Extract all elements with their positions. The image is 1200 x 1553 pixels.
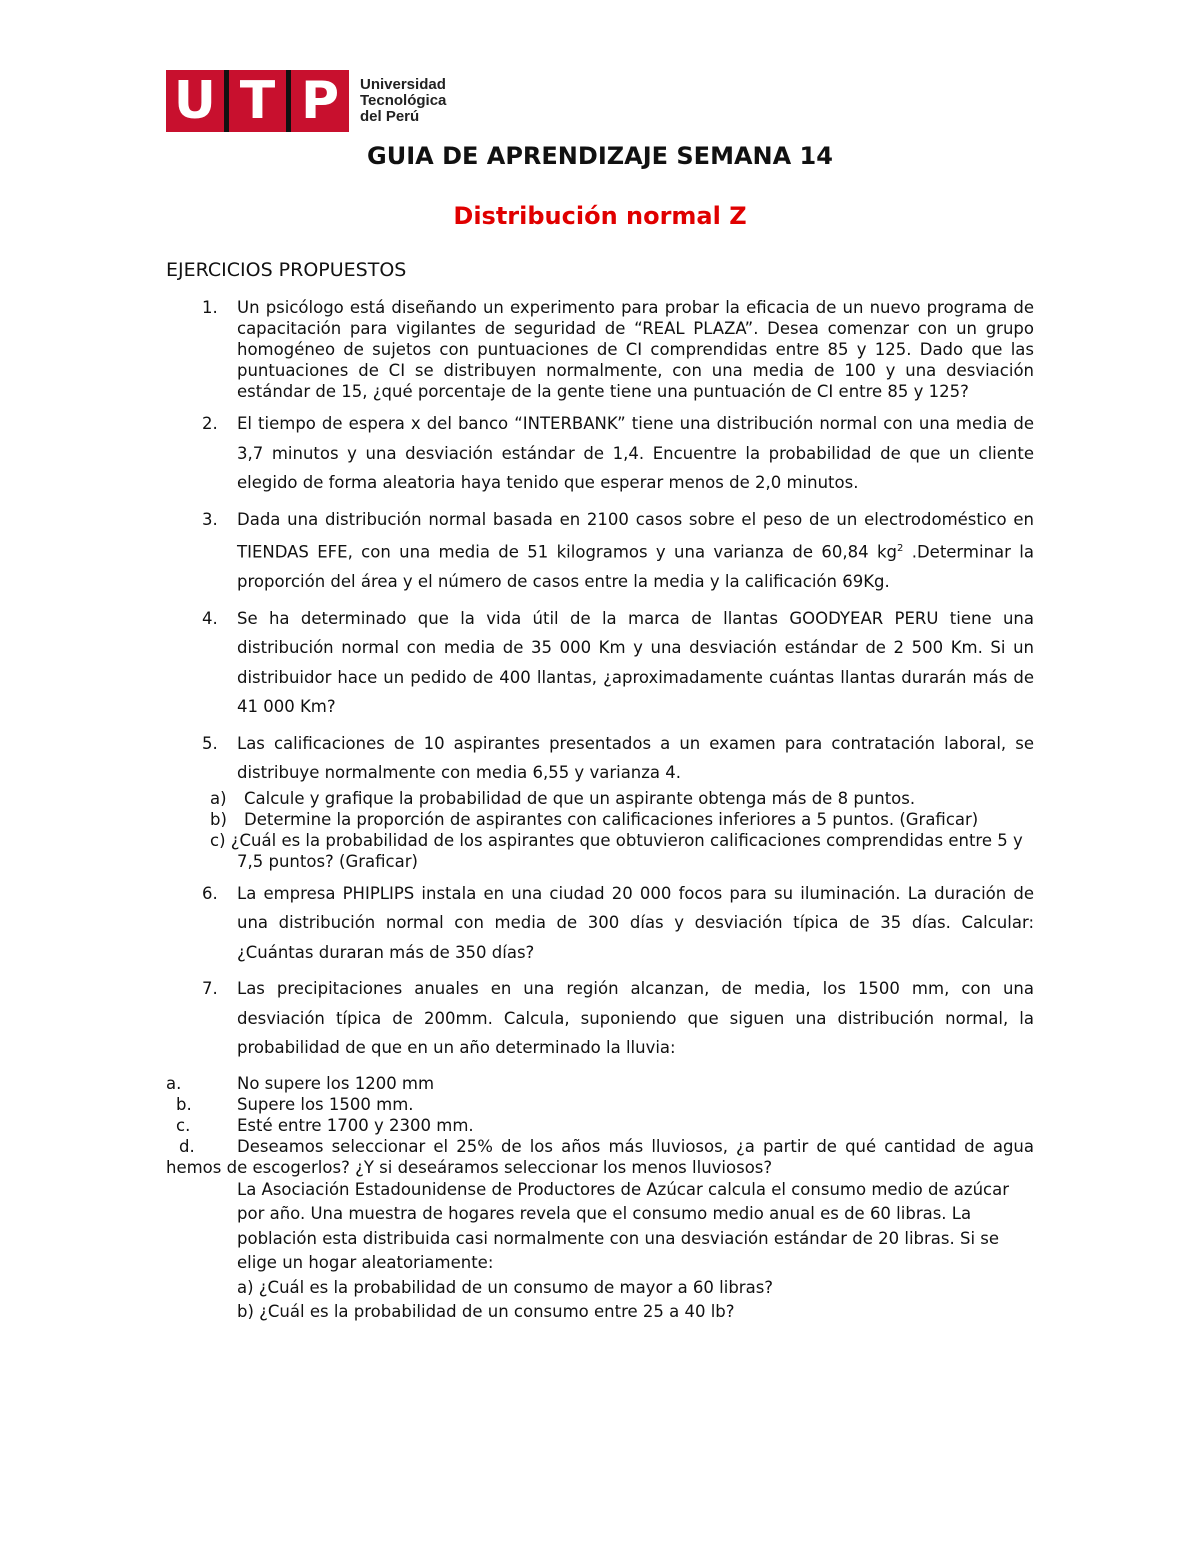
logo-line-2: Tecnológica [360, 92, 447, 109]
part-marker: d. [179, 1136, 195, 1156]
exercise-text: Las calificaciones de 10 aspirantes presentados a un examen para contratación laboral, se distribuye normalmente con media 6,55 y varianza 4. [237, 733, 1034, 782]
part-text: Determine la proporción de aspirantes con calificaciones inferiores a 5 puntos. (Graficar) [244, 809, 979, 829]
section-heading: EJERCICIOS PROPUESTOS [166, 259, 407, 281]
exercise-text: Un psicólogo está diseñando un experimento para probar la eficacia de un nuevo programa de capacitación para vigilantes de seguridad de “REAL PLAZA”. Desea comenzar con un grupo homogéneo de sujetos con puntuaciones de CI comprendidas entre 85 y 125. Dado que las puntuaciones de CI se distribuyen normalmente, con una media de 100 y una desviación estándar de 15, ¿qué porcentaje de la gente tiene una puntuación de CI entre 85 y 125? [237, 298, 1034, 401]
exercise-number: 2. [202, 414, 218, 433]
logo-line-3: del Perú [360, 108, 420, 125]
part-text: Esté entre 1700 y 2300 mm. [237, 1115, 474, 1135]
utp-logo-block [166, 70, 349, 132]
logo-letter-p: P [301, 71, 340, 131]
logo-wordmark [360, 77, 446, 125]
exercise-number: 4. [202, 608, 218, 628]
exercise-text: Las precipitaciones anuales en una región alcanzan, de media, los 1500 mm, con una desviación típica de 200mm. Calcula, suponiendo que siguen una distribución normal, la probabilidad de que en un año determinado la lluvia: [237, 979, 1034, 1057]
exercise-text: Se ha determinado que la vida útil de la marca de llantas GOODYEAR PERU tiene una distribución normal con media de 35 000 Km y una desviación estándar de 2 500 Km. Si un distribuidor hace un pedido de 400 llantas, ¿aproximadamente cuántas llantas durarán más de 41 000 Km? [237, 608, 1034, 716]
logo-letter-t: T [239, 71, 276, 131]
rain-part-d [166, 1136, 1034, 1178]
part-text: No supere los 1200 mm [237, 1073, 435, 1093]
part-marker: c. [176, 1115, 191, 1135]
exercise-5-part-b [166, 809, 1034, 830]
exercise-number: 7. [202, 979, 218, 998]
exercise-5 [166, 729, 1034, 788]
rain-part-c [166, 1115, 1034, 1136]
logo-letter-u: U [173, 71, 217, 131]
part-marker: c) [210, 830, 226, 850]
exercise-number: 1. [202, 298, 218, 317]
superscript: 2 [896, 543, 904, 554]
part-text: ¿Cuál es la probabilidad de los aspirantes que obtuvieron calificaciones comprendidas entre 5 y 7,5 puntos? (Graficar) [230, 830, 1023, 871]
exercise-number: 6. [202, 883, 218, 903]
part-marker: a) [210, 788, 227, 808]
final-part-b: b) ¿Cuál es la probabilidad de un consumo entre 25 a 40 lb? [237, 1302, 735, 1321]
exercise-5-part-c [166, 830, 1034, 872]
part-text: Calcule y grafique la probabilidad de que un aspirante obtenga más de 8 puntos. [244, 788, 916, 808]
final-exercise [166, 1178, 1034, 1325]
exercise-7 [166, 974, 1034, 1063]
page-subtitle: Distribución normal Z [453, 202, 747, 230]
exercise-4 [166, 604, 1034, 722]
exercise-text: El tiempo de espera x del banco “INTERBANK” tiene una distribución normal con una media de 3,7 minutos y una desviación estándar de 1,4. Encuentre la probabilidad de que un cliente elegido de forma aleatoria haya tenido que esperar menos de 2,0 minutos. [237, 414, 1034, 492]
exercise-list [166, 297, 1034, 1325]
exercise-text: Dada una distribución normal basada en 2100 casos sobre el peso de un electrodoméstico en TIENDAS EFE, con una media de 51 kilogramos y una varianza de 60,84 kg [237, 509, 1034, 562]
part-text: Supere los 1500 mm. [237, 1094, 414, 1114]
exercise-3 [166, 505, 1034, 597]
utp-logo [166, 70, 446, 132]
exercise-text-cont: .Determinar la proporción del área y el número de casos entre la media y la calificación 69Kg. [237, 542, 1034, 591]
exercise-number: 3. [202, 509, 218, 529]
part-marker: a. [166, 1073, 182, 1093]
exercise-2 [166, 409, 1034, 498]
exercise-5-part-a [166, 788, 1034, 809]
exercise-6 [166, 879, 1034, 968]
rain-part-b [166, 1094, 1034, 1115]
part-marker: b. [176, 1094, 192, 1114]
part-marker: b) [210, 809, 227, 829]
exercise-1 [166, 297, 1034, 402]
rain-part-a [166, 1073, 1034, 1094]
exercise-number: 5. [202, 733, 218, 753]
part-text: Deseamos seleccionar el 25% de los años más lluviosos, ¿a partir de qué cantidad de agua hemos de escogerlos? ¿Y si deseáramos seleccionar los menos lluviosos? [166, 1136, 1034, 1177]
exercise-text: La empresa PHIPLIPS instala en una ciudad 20 000 focos para su iluminación. La duración de una distribución normal con media de 300 días y desviación típica de 35 días. Calcular: ¿Cuántas duraran más de 350 días? [237, 883, 1034, 962]
page-title: GUIA DE APRENDIZAJE SEMANA 14 [367, 142, 833, 170]
logo-line-1: Universidad [360, 76, 446, 93]
final-text: La Asociación Estadounidense de Productores de Azúcar calcula el consumo medio de azúcar por año. Una muestra de hogares revela que el consumo medio anual es de 60 libras. La población esta distribuida casi normalmente con una desviación estándar de 20 libras. Si se elige un hogar aleatoriamente: [237, 1179, 1010, 1272]
final-part-a: a) ¿Cuál es la probabilidad de un consumo de mayor a 60 libras? [237, 1277, 774, 1297]
